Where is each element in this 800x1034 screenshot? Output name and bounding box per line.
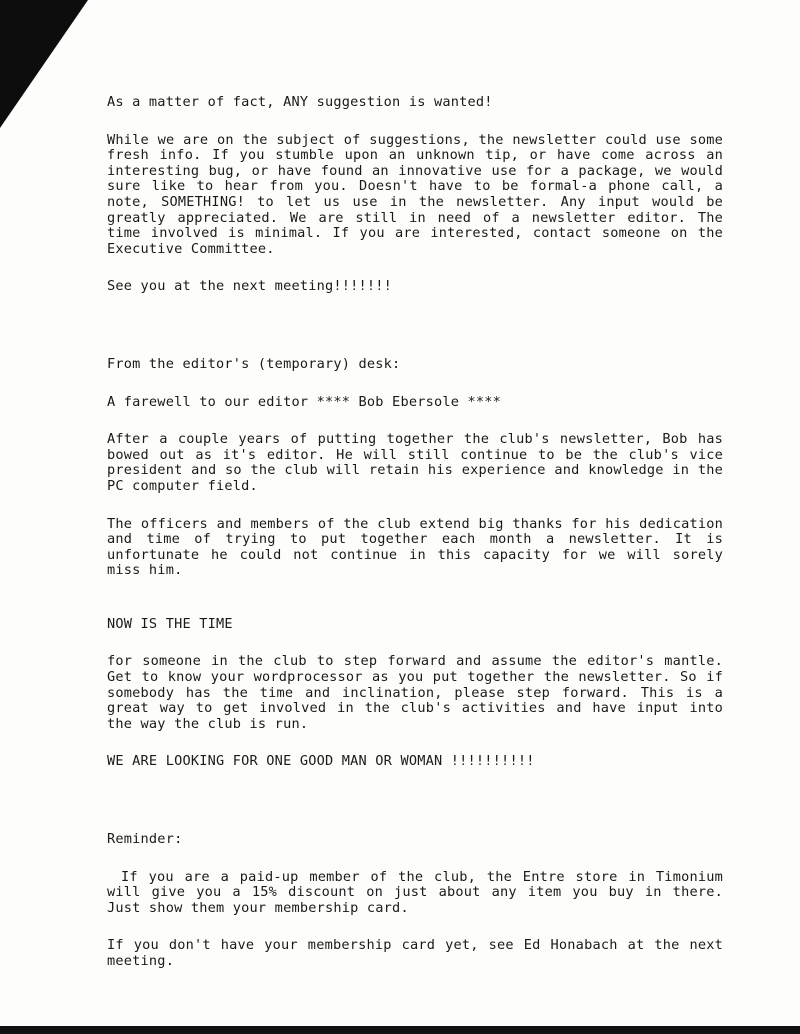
- member-discount-paragraph: If you are a paid-up member of the club, the Entre store in Timonium will give you a 15% discount on just about any item you buy in there. Just show them your membership card.: [107, 868, 723, 916]
- looking-line: WE ARE LOOKING FOR ONE GOOD MAN OR WOMAN !!!!!!!!!!: [107, 753, 535, 770]
- scan-bottom-edge: [0, 1026, 800, 1034]
- newsletter-body: [107, 95, 723, 970]
- farewell-line: A farewell to our editor **** Bob Ebersole ****: [107, 393, 502, 410]
- membership-card-paragraph: If you don't have your membership card yet, see Ed Honabach at the next meeting.: [107, 937, 723, 969]
- reminder-heading: Reminder:: [107, 831, 183, 848]
- now-is-the-time-heading: NOW IS THE TIME: [107, 615, 233, 632]
- intro-line: As a matter of fact, ANY suggestion is wanted!: [107, 94, 493, 110]
- see-you-line: See you at the next meeting!!!!!!!: [107, 278, 393, 295]
- editor-desk-heading: From the editor's (temporary) desk:: [107, 355, 401, 372]
- after-years-paragraph: After a couple years of putting together the club's newsletter, Bob has bowed out as it's editor. He will still continue to be the club's vice president and so the club will retain his experience and knowledge in the PC computer field.: [107, 431, 723, 494]
- officers-paragraph: The officers and members of the club extend big thanks for his dedication and time of trying to put together each month a newsletter. It is unfortunate he could not continue in this capacity for we will sorely miss him.: [107, 515, 723, 579]
- someone-paragraph: for someone in the club to step forward and assume the editor's mantle. Get to know your wordprocessor as you put together the newsletter. So if somebody has the time and inclination, please step forward. This is a great way to get involved in the club's activities and have input into the way the club is run.: [107, 653, 723, 732]
- suggestions-paragraph: While we are on the subject of suggestions, the newsletter could use some fresh info. If you stumble upon an unknown tip, or have come across an interesting bug, or have found an innovative use for a package, we would sure like to hear from you. Doesn't have to be formal-a phone call, a note, SOMETHING! to let us use in the newsletter. Any input would be greatly appreciated. We are still in need of a newsletter editor. The time involved is minimal. If you are interested, contact someone on the Executive Committee.: [107, 131, 723, 257]
- folded-corner-shadow: [0, 0, 88, 128]
